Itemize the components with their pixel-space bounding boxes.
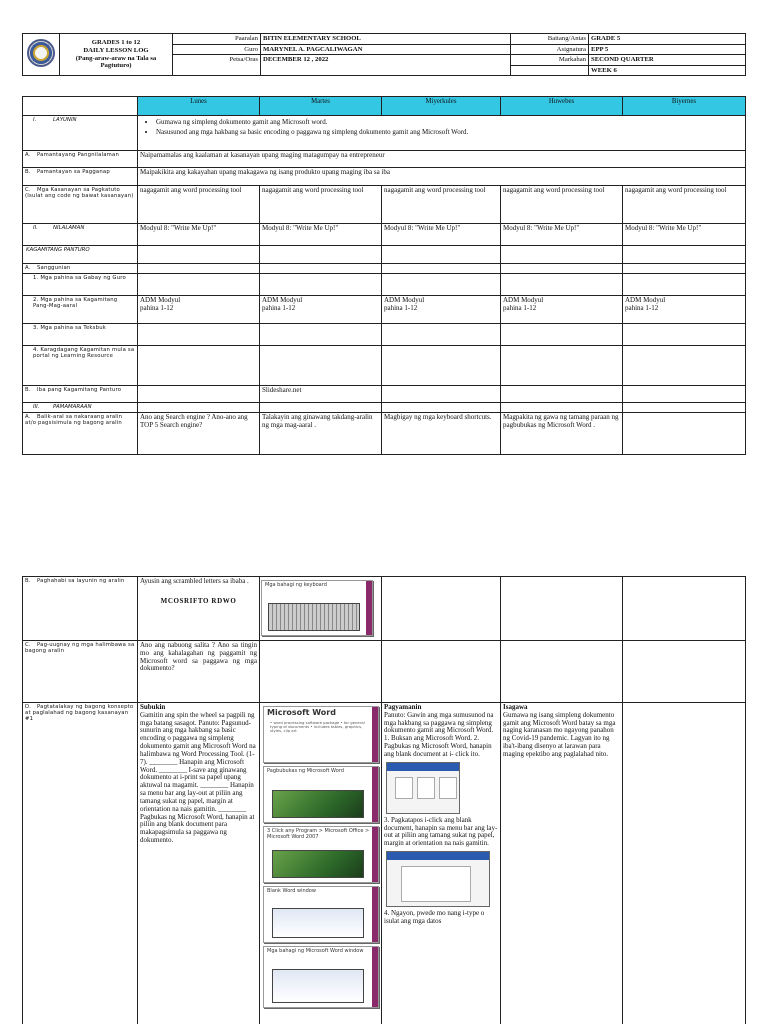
school-value: BITIN ELEMENTARY SCHOOL [261, 34, 511, 45]
teksbuk-row [23, 324, 746, 346]
corner-cell [23, 97, 138, 116]
ibapa-row [23, 386, 746, 403]
slide-title: Blank Word window [267, 888, 316, 894]
slide-screenshot [272, 790, 364, 818]
empty-cell [501, 386, 623, 403]
empty-cell [623, 577, 746, 641]
empty-cell [623, 346, 746, 386]
keyboard-image [268, 603, 360, 631]
row-letter: A. [25, 265, 31, 271]
slide-thumbnail [263, 826, 379, 883]
nilalaman-biyernes: Modyul 8: "Write Me Up!" [623, 224, 746, 246]
sanggunian-row [23, 264, 746, 274]
deped-seal-icon [27, 39, 55, 67]
slide-title: Mga bahagi ng Microsoft Word window [267, 948, 364, 954]
empty-cell [382, 641, 501, 703]
scrambled-word: MCOSRIFTO RDWO [160, 596, 237, 605]
gabay-guro-row [23, 274, 746, 296]
nilalaman-huwebes: Modyul 8: "Write Me Up!" [501, 224, 623, 246]
empty-cell [382, 274, 501, 296]
paghahabi-instruction: Ayusin ang scrambled letters sa ibaba . [140, 577, 249, 585]
pagyamanin-title: Pagyamanin [384, 703, 422, 711]
quarter-value: SECOND QUARTER [589, 55, 746, 66]
pamamaraan-num: III. [33, 404, 40, 410]
nilalaman-martes: Modyul 8: "Write Me Up!" [260, 224, 382, 246]
pag-uugnay-row [23, 641, 746, 703]
row-letter: B. [25, 387, 31, 393]
empty-cell [260, 641, 382, 703]
empty-cell [623, 641, 746, 703]
empty-cell [138, 324, 260, 346]
pag-uugnay-lunes: Ano ang nabuong salita ? Ano sa tingin mo ang kahalagahan ng paggamit ng Microsoft word sa paggawa ng mga dokumento? [138, 641, 260, 703]
pagganap-value: Maipakikita ang kakayahan upang makagawa ng isang produkto upang maging iba sa iba [138, 168, 746, 186]
word-layout-screenshot [386, 851, 490, 907]
row-label-text: Pag-uugnay ng mga halimbawa sa bagong aralin [25, 642, 135, 655]
empty-cell [260, 264, 382, 274]
balik-aral-label [23, 413, 138, 455]
adm-miyerkules [382, 296, 501, 324]
lesson-table-part1 [22, 96, 746, 455]
empty-cell [138, 403, 260, 413]
pamamaraan-label [23, 403, 138, 413]
sanggunian-label [23, 264, 138, 274]
empty-cell [501, 641, 623, 703]
empty-cell [260, 346, 382, 386]
doc-page-icon [401, 866, 471, 902]
row-letter: B. [25, 578, 31, 584]
kagamitan-label: KAGAMITANG PANTURO [23, 246, 138, 264]
ibapa-martes: Slideshare.net [260, 386, 382, 403]
adm-pahina-text: pahina 1-12 [503, 303, 537, 312]
nilalaman-miyerkules: Modyul 8: "Write Me Up!" [382, 224, 501, 246]
empty-cell [382, 577, 501, 641]
empty-cell [623, 703, 746, 1024]
pagtatalakay-martes [260, 703, 382, 1024]
row-label-text: Pamantayang Pangnilalaman [37, 152, 120, 158]
day-martes: Martes [260, 97, 382, 116]
subject-label: Asignatura [511, 44, 589, 55]
empty-cell [623, 413, 746, 455]
grades-line3: (Pang-araw-araw na Tala sa Pagtuturo) [75, 54, 157, 70]
kasanayan-huwebes: nagagamit ang word processing tool [501, 186, 623, 224]
row-label-text: Paghahabi sa layunin ng aralin [37, 578, 125, 584]
day-miyerkules: Miyerkules [382, 97, 501, 116]
empty-cell [382, 264, 501, 274]
empty-cell [260, 274, 382, 296]
slide-screenshot [272, 850, 364, 878]
day-biyernes: Biyernes [623, 97, 746, 116]
row-label-text: Mga Kasanayan sa Pagkatuto (Isulat ang code ng bawat kasanayan) [25, 187, 134, 200]
subukin-title: Subukin [140, 703, 166, 711]
pagyamanin-steps-1-2: Panuto: Gawin ang mga sumusunod na mga hakbang sa paggawa ng simpleng dokumento gamit ang Microsoft Word. 1. Buksan ang Microsoft Word. 2. Pagbukas ng Microsoft Word, hanapin ang blank document at i- click ito. [384, 710, 494, 758]
paghahabi-lunes [138, 577, 260, 641]
pamamaraan-text: PAMAMARAAN [53, 404, 92, 410]
pagtatalakay-label [23, 703, 138, 1024]
adm-modyul-text: ADM Modyul [384, 296, 425, 304]
ibapa-label [23, 386, 138, 403]
doc-template-icon [417, 777, 435, 799]
empty-cell [138, 264, 260, 274]
week-label-empty [511, 65, 589, 76]
empty-cell [623, 246, 746, 264]
empty-cell [501, 324, 623, 346]
empty-cell [382, 324, 501, 346]
doc-template-icon [439, 777, 457, 799]
isagawa-title: Isagawa [503, 703, 528, 711]
slide-bullets: • word processing software package • for general typing of documents • includes tables, graphics, styles, clip art [270, 719, 365, 734]
empty-cell [501, 403, 623, 413]
objectives-list [140, 119, 743, 137]
adm-pahina-text: pahina 1-12 [262, 303, 296, 312]
empty-cell [138, 346, 260, 386]
empty-cell [623, 403, 746, 413]
teacher-value: MARYNEL A. PAGCALIWAGAN [261, 44, 511, 55]
doc-template-icon [395, 777, 413, 799]
slide-thumbnail [263, 766, 379, 823]
keyboard-slide-thumbnail [261, 580, 373, 636]
day-header-row [23, 97, 746, 116]
pagganap-label [23, 168, 138, 186]
empty-cell [382, 403, 501, 413]
pagyamanin-step-3: 3. Pagkatapos i-click ang blank document, hanapin sa menu bar ang lay-out at piliin ang tamang sukat ng papel, margin at orientation na nais gamitin. [384, 815, 498, 848]
empty-cell [501, 264, 623, 274]
balik-aral-huwebes: Magpakita ng gawa ng tamang paraan ng pagbubukas ng Microsoft Word . [501, 413, 623, 455]
school-label: Paaralan [173, 34, 261, 45]
row-letter: C. [25, 642, 31, 648]
empty-cell [138, 386, 260, 403]
empty-cell [138, 274, 260, 296]
kagamitan-row [23, 246, 746, 264]
row-label-text: Pamantayan sa Pagganap [37, 169, 110, 175]
pagtatalakay-row [23, 703, 746, 1024]
layunin-num: I. [33, 117, 37, 123]
pagtatalakay-miyerkules [382, 703, 501, 1024]
slide-accent-bar [372, 947, 378, 1007]
balik-aral-row [23, 413, 746, 455]
objectives-cell [138, 116, 746, 151]
empty-cell [382, 246, 501, 264]
paghahabi-label [23, 577, 138, 641]
adm-biyernes [623, 296, 746, 324]
grades-line2: DAILY LESSON LOG [83, 46, 149, 54]
week-value: WEEK 6 [589, 65, 746, 76]
row-letter: D. [25, 704, 32, 710]
empty-cell [623, 274, 746, 296]
empty-cell [260, 324, 382, 346]
pamantayang-label [23, 151, 138, 168]
kagamitang-pang-mag-aaral-row [23, 296, 746, 324]
slide-screenshot [272, 908, 364, 938]
nilalaman-label [23, 224, 138, 246]
adm-modyul-text: ADM Modyul [625, 296, 666, 304]
isagawa-body: Gumawa ng isang simpleng dokumento gamit ang Microsoft Word batay sa mga naging karanasan mo ngayong panahon ng Covid-19 pandemic. Lagyan ito ng iba't-ibang disenyo at larawan para maging epektibo ang paglalahad nito. [503, 710, 616, 758]
adm-martes [260, 296, 382, 324]
pamamaraan-row [23, 403, 746, 413]
objective-item: • Gumawa ng simpleng dokumento gamit ang Microsoft word. [156, 119, 743, 127]
pagganap-row [23, 168, 746, 186]
word-blank-document-screenshot [386, 762, 460, 814]
nilalaman-lunes: Modyul 8: "Write Me Up!" [138, 224, 260, 246]
kasanayan-label [23, 186, 138, 224]
adm-pahina-text: pahina 1-12 [140, 303, 174, 312]
row-letter: B. [25, 169, 31, 175]
gabay-guro-label: 1. Mga pahina sa Gabay ng Guro [23, 274, 138, 296]
day-huwebes: Huwebes [501, 97, 623, 116]
adm-lunes [138, 296, 260, 324]
empty-cell [260, 246, 382, 264]
adm-modyul-text: ADM Modyul [503, 296, 544, 304]
row-letter: A. [25, 414, 31, 420]
layunin-row [23, 116, 746, 151]
header-table [22, 33, 746, 76]
grades-line1: GRADES 1 to 12 [91, 39, 141, 47]
slide-thumbnail [263, 946, 379, 1008]
empty-cell [138, 246, 260, 264]
pamantayang-value: Naipamamalas ang kaalaman at kasanayan upang maging matagumpay na entrepreneur [138, 151, 746, 168]
adm-modyul-text: ADM Modyul [140, 296, 181, 304]
empty-cell [501, 274, 623, 296]
pagtatalakay-lunes [138, 703, 260, 1024]
kasanayan-miyerkules: nagagamit ang word processing tool [382, 186, 501, 224]
row-label-text: Balik-aral sa nakaraang aralin at/o pagsisimula ng bagong aralin [25, 414, 123, 427]
lesson-table-part2 [22, 576, 746, 1024]
empty-cell [623, 386, 746, 403]
slide-accent-bar [366, 581, 372, 635]
slide-title: Mga bahagi ng keyboard [265, 582, 327, 588]
grades-title [60, 34, 173, 76]
logo-cell [23, 34, 60, 76]
empty-cell [623, 264, 746, 274]
layunin-label [23, 116, 138, 151]
empty-cell [260, 403, 382, 413]
empty-cell [501, 246, 623, 264]
nilalaman-row [23, 224, 746, 246]
balik-aral-martes: Talakayin ang ginawang takdang-aralin ng mga mag-aaral . [260, 413, 382, 455]
kasanayan-row [23, 186, 746, 224]
slide-thumbnail [263, 886, 379, 943]
kasanayan-martes: nagagamit ang word processing tool [260, 186, 382, 224]
nilalaman-num: II. [33, 225, 38, 231]
quarter-label: Markahan [511, 55, 589, 66]
adm-modyul-text: ADM Modyul [262, 296, 303, 304]
teacher-label: Guro [173, 44, 261, 55]
kasanayan-biyernes: nagagamit ang word processing tool [623, 186, 746, 224]
slide-accent-bar [372, 767, 378, 822]
slide-title: Pagbubukas ng Microsoft Word [267, 768, 344, 774]
paghahabi-martes [260, 577, 382, 641]
learning-resource-row [23, 346, 746, 386]
slide-title: 3 Click any Program > Microsoft Office > Microsoft Word 2007 [267, 828, 370, 840]
grade-label: Baitang/Antas [511, 34, 589, 45]
empty-cell [623, 324, 746, 346]
slide-title: Microsoft Word [267, 708, 336, 717]
balik-aral-miyerkules: Magbigay ng mga keyboard shortcuts. [382, 413, 501, 455]
row-label-text: Pagtatalakay ng bagong konsepto at paglalahad ng bagong kasanayan #1 [25, 704, 134, 723]
pagtatalakay-huwebes [501, 703, 623, 1024]
row-letter: C. [25, 187, 31, 193]
row-label-text: Sanggunian [37, 265, 71, 271]
adm-pahina-text: pahina 1-12 [625, 303, 659, 312]
adm-huwebes [501, 296, 623, 324]
pag-uugnay-label [23, 641, 138, 703]
objective-item: • Nasusunod ang mga hakbang sa basic encoding o paggawa ng simpleng dokumento gamit ang Microsoft Word. [156, 129, 743, 137]
pamantayang-row [23, 151, 746, 168]
date-label: Petsa/Oras [173, 55, 261, 76]
adm-pahina-text: pahina 1-12 [384, 303, 418, 312]
empty-cell [501, 577, 623, 641]
kagamitang-pang-mag-aaral-label: 2. Mga pahina sa Kagamitang Pang-Mag-aaral [23, 296, 138, 324]
subukin-body: Gamitin ang spin the wheel sa pagpili ng mga batang sasagot. Panuto: Pagsunud-sunurin ang mga hakbang sa basic encoding o paggawa ng simpleng dokumento gamit ang Microsoft Word na halimbawa ng Word Processing Tool. (1-7). ________ Hanapin ang Microsoft Word. ________ I-save ang ginawang dokumento at i-print sa papel upang aktuwal na magamit. ________ Hanapin sa menu bar ang lay-out at piliin ang tamang sukat ng papel, margin at orientation na nais gamitin. ________ Pagbukas ng Microsoft Word, hanapin at piliin ang blank document para makapagsimula sa paggawa ng dokumento. [140, 710, 256, 845]
grade-value: GRADE 5 [589, 34, 746, 45]
row-label-text: Iba pang Kagamitang Panturo [37, 387, 122, 393]
paghahabi-row [23, 577, 746, 641]
nilalaman-text: NILALAMAN [53, 225, 85, 231]
empty-cell [501, 346, 623, 386]
kasanayan-lunes: nagagamit ang word processing tool [138, 186, 260, 224]
slide-accent-bar [372, 887, 378, 942]
learning-resource-label: 4. Karagdagang Kagamitan mula sa portal ng Learning Resource [23, 346, 138, 386]
pagyamanin-step-4: 4. Ngayon, pwede mo nang i-type o isulat ang mga datos [384, 909, 485, 925]
balik-aral-lunes: Ano ang Search engine ? Ano-ano ang TOP 5 Search engine? [138, 413, 260, 455]
empty-cell [382, 386, 501, 403]
slide-thumbnail [263, 706, 379, 763]
empty-cell [382, 346, 501, 386]
slide-accent-bar [372, 707, 378, 762]
day-lunes: Lunes [138, 97, 260, 116]
date-value: DECEMBER 12 , 2022 [261, 55, 511, 76]
subject-value: EPP 5 [589, 44, 746, 55]
slide-accent-bar [372, 827, 378, 882]
teksbuk-label: 3. Mga pahina sa Teksbuk [23, 324, 138, 346]
layunin-text: LAYUNIN [53, 117, 77, 123]
slide-screenshot [272, 969, 364, 1003]
row-letter: A. [25, 152, 31, 158]
